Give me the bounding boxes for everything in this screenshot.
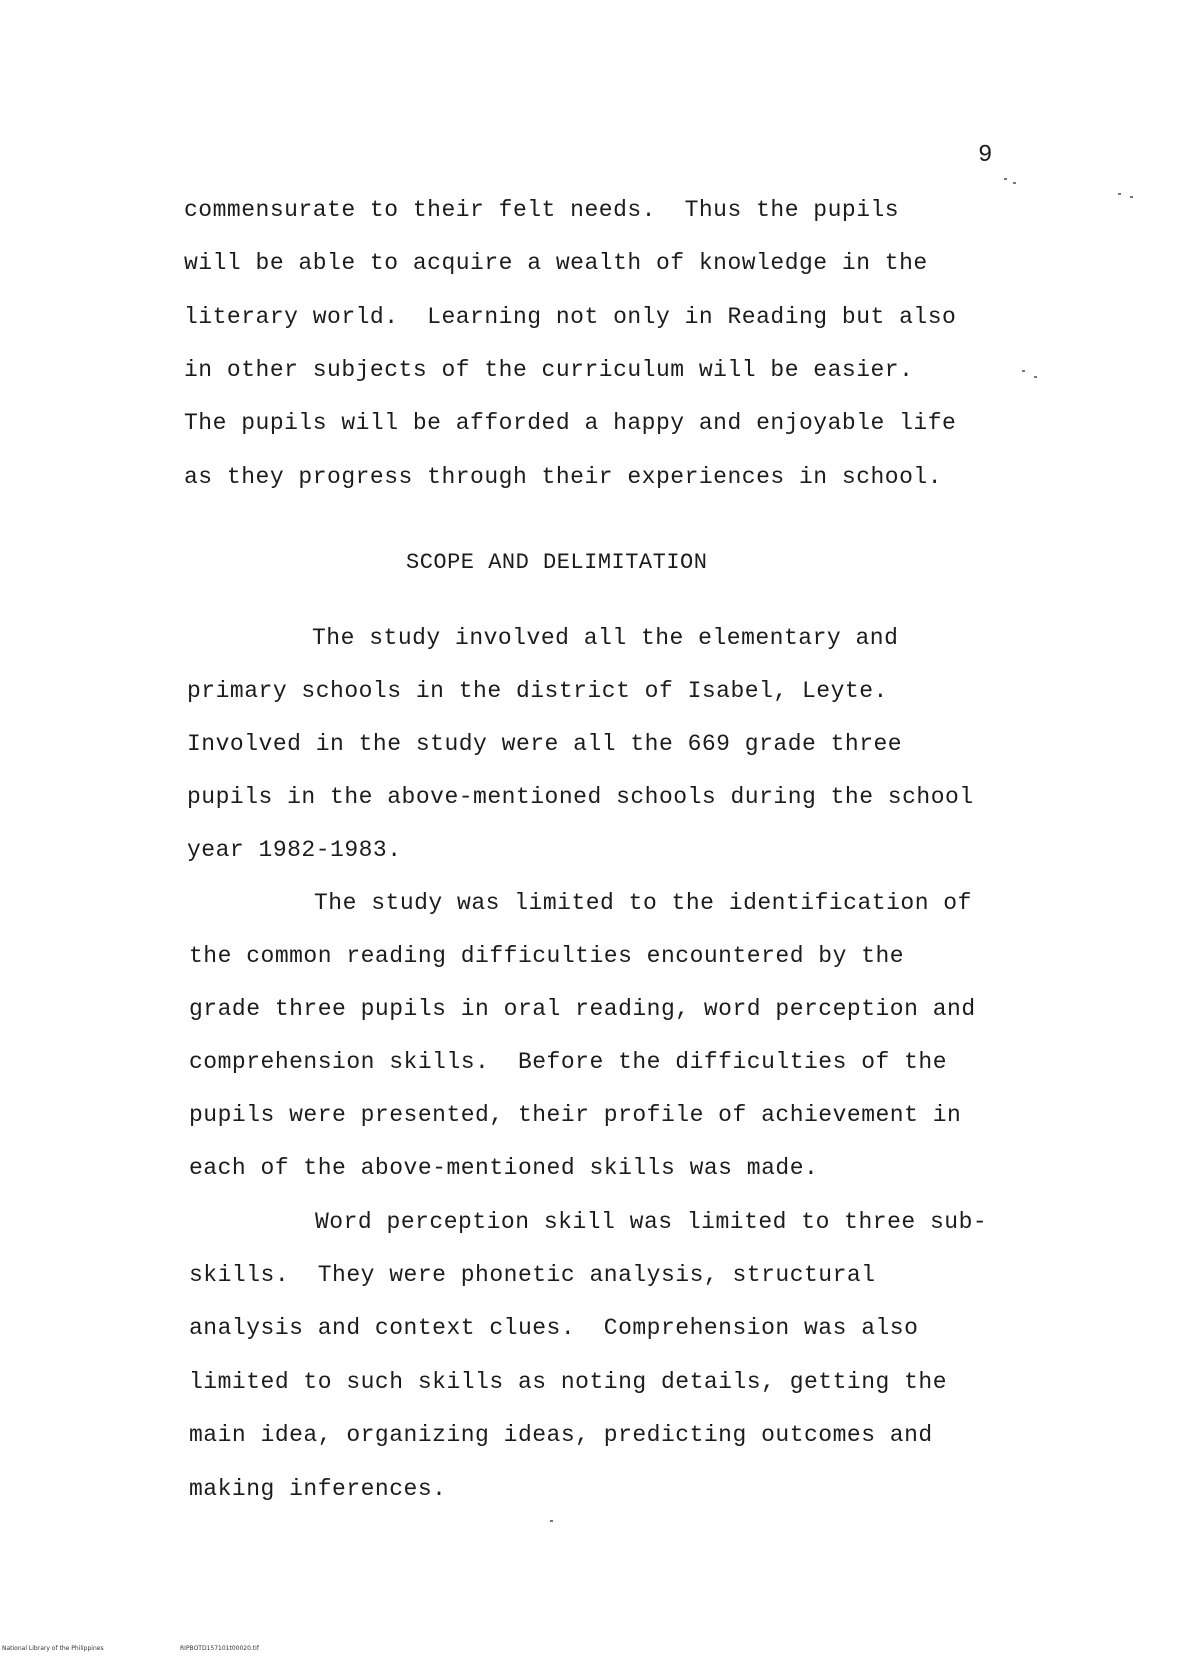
body-line: year 1982-1983.: [187, 837, 402, 863]
scan-speck: [1130, 196, 1133, 198]
body-line: The study involved all the elementary and: [312, 625, 899, 651]
body-line: analysis and context clues. Comprehension was also: [189, 1315, 919, 1341]
footer-file-name: RIPBOTD157101t00020.tif: [180, 1645, 259, 1652]
page-number: 9: [978, 142, 993, 169]
body-line: Word perception skill was limited to three sub-: [315, 1209, 988, 1235]
section-heading: SCOPE AND DELIMITATION: [406, 550, 708, 575]
scan-speck: [1004, 178, 1007, 180]
body-line: comprehension skills. Before the difficulties of the: [189, 1049, 948, 1075]
scan-speck: [1022, 370, 1025, 372]
intro-line: as they progress through their experiences in school.: [184, 464, 943, 490]
intro-line: commensurate to their felt needs. Thus the pupils: [184, 197, 900, 223]
intro-line: will be able to acquire a wealth of knowledge in the: [184, 250, 928, 276]
intro-line: in other subjects of the curriculum will be easier.: [184, 357, 914, 383]
body-line: grade three pupils in oral reading, word perception and: [189, 996, 976, 1022]
scan-speck: [1034, 376, 1037, 378]
body-line: pupils were presented, their profile of achievement in: [189, 1102, 962, 1128]
body-line: each of the above-mentioned skills was made.: [189, 1155, 819, 1181]
intro-line: literary world. Learning not only in Reading but also: [184, 304, 957, 330]
body-line: limited to such skills as noting details, getting the: [189, 1369, 948, 1395]
scan-speck: [1118, 193, 1121, 195]
scan-speck: [550, 1520, 553, 1522]
scan-speck: [1013, 182, 1016, 184]
body-line: pupils in the above-mentioned schools during the school: [187, 784, 974, 810]
body-line: the common reading difficulties encountered by the: [189, 943, 905, 969]
body-line: Involved in the study were all the 669 grade three: [187, 731, 903, 757]
intro-line: The pupils will be afforded a happy and enjoyable life: [184, 410, 957, 436]
body-line: skills. They were phonetic analysis, structural: [189, 1262, 876, 1288]
body-line: primary schools in the district of Isabel, Leyte.: [187, 678, 888, 704]
body-line: making inferences.: [189, 1476, 447, 1502]
body-line: The study was limited to the identification of: [314, 890, 972, 916]
body-line: main idea, organizing ideas, predicting outcomes and: [189, 1422, 933, 1448]
footer-library-credit: National Library of the Philippines: [2, 1645, 104, 1652]
